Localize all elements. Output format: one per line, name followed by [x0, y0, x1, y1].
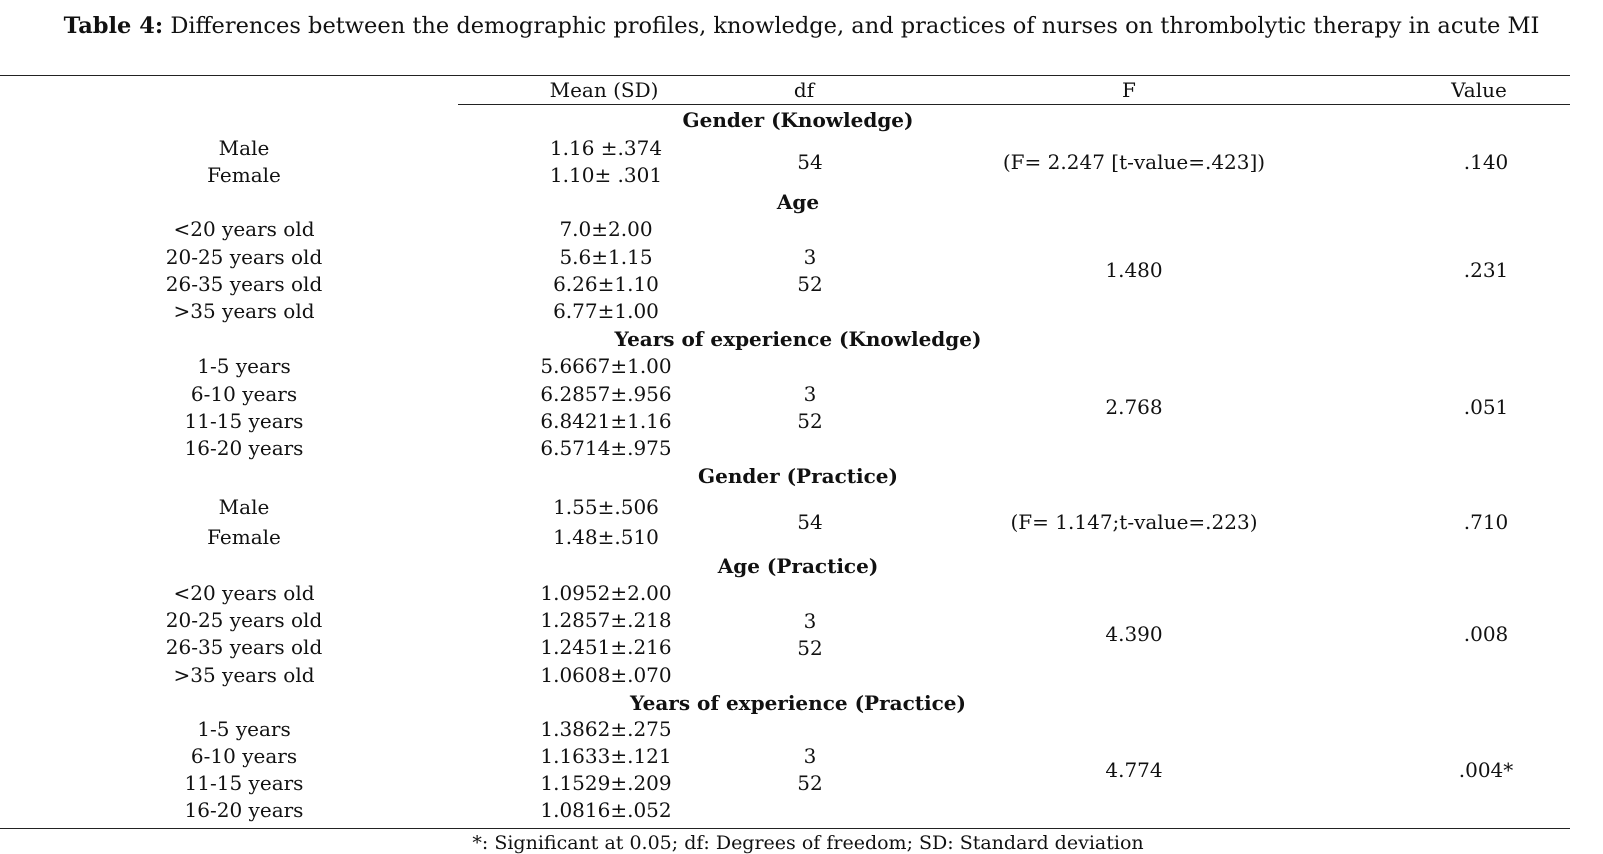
mean-sd-cell: 1.0816±.052	[540, 798, 672, 822]
mean-sd-cell: 7.0±2.00	[559, 217, 653, 241]
table-caption	[30, 10, 1573, 42]
row-label: 11-15 years	[184, 409, 304, 433]
row-label: 6-10 years	[190, 382, 298, 406]
section-title: Age	[776, 190, 820, 214]
f-cell: (F= 1.147;t-value=.223)	[1010, 510, 1258, 534]
value-cell: .231	[1463, 258, 1509, 282]
mean-sd-cell: 6.77±1.00	[553, 299, 659, 323]
mean-sd-cell: 6.2857±.956	[540, 382, 672, 406]
row-label: >35 years old	[173, 299, 315, 323]
value-cell: .140	[1463, 149, 1509, 174]
mean-sd-cell: 1.3862±.275	[540, 717, 672, 741]
header-mean-sd: Mean (SD)	[549, 78, 659, 102]
caption-label: Table 4:	[63, 13, 164, 39]
mean-sd-cell: 1.1633±.121	[540, 744, 672, 768]
section-title: Age (Practice)	[717, 554, 879, 578]
row-label: 11-15 years	[184, 771, 304, 795]
mean-sd-cell: 1.55±.506	[553, 495, 659, 519]
header-f: F	[1122, 78, 1136, 102]
row-label: 6-10 years	[190, 744, 298, 768]
section-title: Years of experience (Practice)	[630, 691, 966, 715]
f-cell: 4.774	[1105, 757, 1163, 782]
df-cell: 52	[797, 635, 823, 660]
header-rule	[458, 104, 1570, 105]
row-label: Male	[218, 495, 270, 519]
mean-sd-cell: 1.16 ±.374	[549, 136, 663, 160]
row-label: <20 years old	[173, 581, 315, 605]
df-cell: 54	[797, 510, 823, 534]
value-cell: .710	[1463, 510, 1509, 534]
mean-sd-cell: 6.26±1.10	[553, 272, 659, 296]
row-label: <20 years old	[173, 217, 315, 241]
f-cell: 2.768	[1105, 395, 1163, 419]
mean-sd-cell: 5.6667±1.00	[540, 354, 672, 378]
df-cell: 3	[803, 244, 817, 269]
top-rule	[0, 75, 1570, 76]
header-value: Value	[1451, 78, 1507, 102]
mean-sd-cell: 1.48±.510	[553, 525, 659, 549]
value-cell: .008	[1463, 622, 1509, 646]
mean-sd-cell: 1.0608±.070	[540, 663, 672, 687]
df-cell: 3	[803, 381, 817, 406]
row-label: 20-25 years old	[165, 608, 323, 632]
f-cell: (F= 2.247 [t-value=.423])	[1002, 149, 1266, 174]
row-label: 26-35 years old	[165, 635, 323, 659]
df-cell: 3	[803, 744, 817, 768]
section-title: Gender (Knowledge)	[682, 108, 914, 132]
mean-sd-cell: 1.1529±.209	[540, 771, 672, 795]
row-label: Male	[218, 136, 270, 160]
df-cell: 52	[797, 771, 823, 795]
df-cell: 52	[797, 271, 823, 296]
row-label: >35 years old	[173, 663, 315, 687]
mean-sd-cell: 1.10± .301	[549, 163, 663, 187]
mean-sd-cell: 1.0952±2.00	[540, 581, 672, 605]
row-label: 20-25 years old	[165, 245, 323, 269]
value-cell: .004*	[1458, 757, 1514, 782]
df-cell: 52	[797, 408, 823, 433]
mean-sd-cell: 1.2451±.216	[540, 635, 672, 659]
value-cell: .051	[1463, 395, 1509, 419]
row-label: Female	[207, 163, 281, 187]
footnote: *: Significant at 0.05; df: Degrees of freedom; SD: Standard deviation	[472, 832, 1144, 854]
header-df: df	[793, 78, 815, 102]
mean-sd-cell: 5.6±1.15	[559, 245, 653, 269]
section-title: Gender (Practice)	[698, 464, 898, 488]
mean-sd-cell: 6.5714±.975	[540, 436, 672, 460]
mean-sd-cell: 1.2857±.218	[540, 608, 672, 632]
row-label: 26-35 years old	[165, 272, 323, 296]
df-cell: 3	[803, 608, 817, 633]
caption-text: Differences between the demographic profiles, knowledge, and practices of nurses on thrombolytic therapy in acute MI	[163, 13, 1540, 39]
df-cell: 54	[797, 149, 823, 174]
row-label: 16-20 years	[184, 798, 304, 822]
section-title: Years of experience (Knowledge)	[614, 327, 982, 351]
bottom-rule	[0, 828, 1570, 829]
row-label: Female	[207, 525, 281, 549]
row-label: 16-20 years	[184, 436, 304, 460]
f-cell: 4.390	[1105, 622, 1163, 646]
f-cell: 1.480	[1105, 258, 1163, 282]
row-label: 1-5 years	[197, 354, 291, 378]
mean-sd-cell: 6.8421±1.16	[540, 409, 672, 433]
row-label: 1-5 years	[197, 717, 291, 741]
